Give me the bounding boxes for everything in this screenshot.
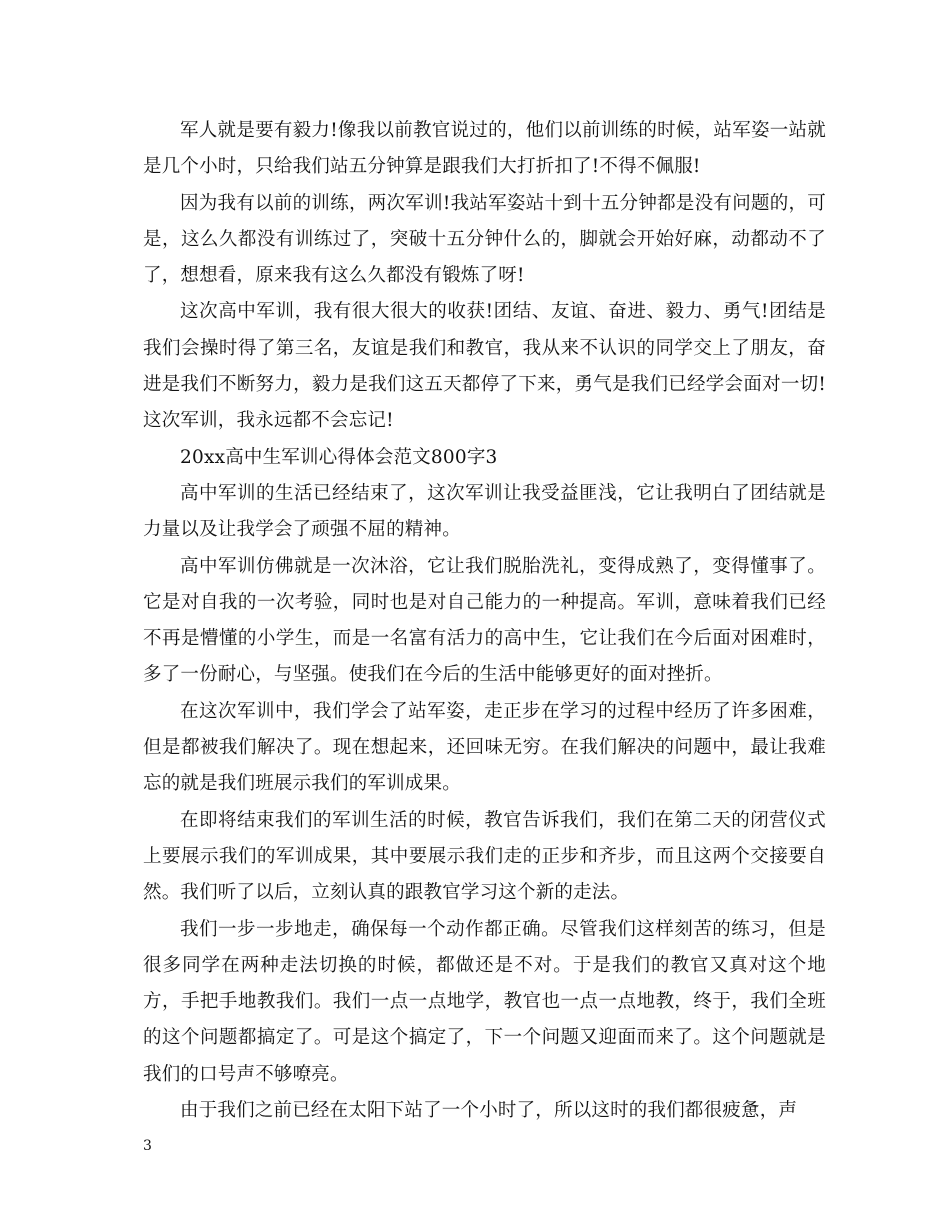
document-body [143,113,826,1129]
paragraph: 由于我们之前已经在太阳下站了一个小时了，所以这时的我们都很疲惫，声 [180,1100,798,1122]
paragraph: 我们一步一步地走，确保每一个动作都正确。尽管我们这样刻苦的练习，但是很多同学在两种走法切换的时候，都做还是不对。于是我们的教官又真对这个地方，手把手地教我们。我们一点一点地学，教官也一点一点地教，终于，我们全班的这个问题都搞定了。可是这个搞定了，下一个问题又迎面而来了。这个问题就是我们的口号声不够嘹亮。 [143,918,826,1085]
paragraph: 在这次军训中，我们学会了站军姿，走正步在学习的过程中经历了许多困难，但是都被我们解决了。现在想起来，还回味无穷。在我们解决的问题中，最让我难忘的就是我们班展示我们的军训成果。 [143,700,826,795]
paragraph: 因为我有以前的训练，两次军训!我站军姿站十到十五分钟都是没有问题的，可是，这么久都没有训练过了，突破十五分钟什么的，脚就会开始好麻，动都动不了了，想想看，原来我有这么久都没有锻炼了呀! [143,192,826,287]
paragraph: 高中军训的生活已经结束了，这次军训让我受益匪浅，它让我明白了团结就是力量以及让我学会了顽强不屈的精神。 [143,482,826,541]
paragraph: 军人就是要有毅力!像我以前教官说过的，他们以前训练的时候，站军姿一站就是几个小时，只给我们站五分钟算是跟我们大打折扣了!不得不佩服! [143,120,826,178]
page-number: 3 [143,1138,152,1154]
paragraph: 在即将结束我们的军训生活的时候，教官告诉我们，我们在第二天的闭营仪式上要展示我们的军训成果，其中要展示我们走的正步和齐步，而且这两个交接要自然。我们听了以后，立刻认真的跟教官学习这个新的走法。 [143,809,826,904]
paragraph: 这次高中军训，我有很大很大的收获!团结、友谊、奋进、毅力、勇气!团结是我们会操时得了第三名，友谊是我们和教官，我从来不认识的同学交上了朋友，奋进是我们不断努力，毅力是我们这五天都停了下来，勇气是我们已经学会面对一切!这次军训，我永远都不会忘记! [143,301,826,432]
section-heading: 20xx高中生军训心得体会范文800字3 [180,446,498,468]
paragraph: 高中军训仿佛就是一次沐浴，它让我们脱胎洗礼，变得成熟了，变得懂事了。它是对自我的一次考验，同时也是对自己能力的一种提高。军训，意味着我们已经不再是懵懂的小学生，而是一名富有活力的高中生，它让我们在今后面对困难时，多了一份耐心，与坚强。使我们在今后的生活中能够更好的面对挫折。 [143,555,826,686]
